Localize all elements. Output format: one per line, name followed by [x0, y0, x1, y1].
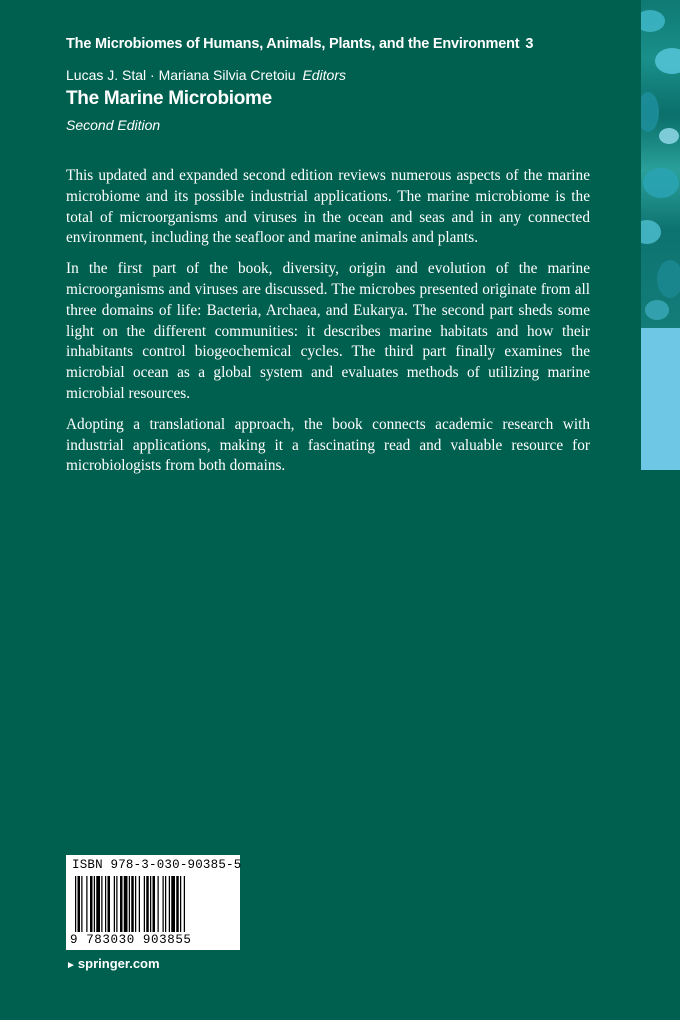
blurb-paragraph: Adopting a translational approach, the book connects academic research with industrial applications, making it a fascinating read and valuable resource for microbiologists from both domains.	[66, 415, 590, 475]
series-heading	[66, 36, 533, 52]
arrow-right-icon: ►	[66, 960, 76, 971]
blurb-paragraph: In the first part of the book, diversity, origin and evolution of the marine microorganisms and viruses are discussed. The microbes presented originate from all three domains of life: Bacteria, Archaea, and Eukarya. The second part sheds some light on the different communities: it describes marine habitats and how their inhabitants control biogeochemical cycles. The third part finally examines the microbial ocean as a global system and evaluates methods of utilizing marine microbial resources.	[66, 260, 590, 402]
series-title: The Microbiomes of Humans, Animals, Plants, and the Environment	[66, 36, 520, 52]
editors-role: Editors	[302, 67, 347, 83]
series-number: 3	[525, 36, 534, 52]
accent-color-block	[641, 328, 680, 470]
isbn-barcode-box	[66, 855, 240, 950]
publisher-url: springer.com	[77, 956, 160, 971]
cover-spine-strip	[641, 0, 680, 470]
editors-names: Lucas J. Stal · Mariana Silvia Cretoiu	[66, 67, 296, 83]
isbn-label: ISBN 978-3-030-90385-5	[72, 858, 242, 872]
publisher-link[interactable]	[66, 956, 160, 971]
back-cover-blurb	[66, 166, 590, 487]
barcode-icon	[75, 876, 233, 932]
book-edition: Second Edition	[66, 117, 161, 133]
book-title: The Marine Microbiome	[66, 88, 272, 109]
editors-line	[66, 67, 346, 83]
barcode-digits: 9 783030 903855	[70, 933, 192, 947]
blurb-paragraph: This updated and expanded second edition reviews numerous aspects of the marine microbiome and its possible industrial applications. The marine microbiome is the total of microorganisms and viruses in the ocean and seas and in any connected environment, including the seafloor and marine animals and plants.	[66, 167, 590, 247]
microbe-image-strip	[641, 0, 680, 328]
